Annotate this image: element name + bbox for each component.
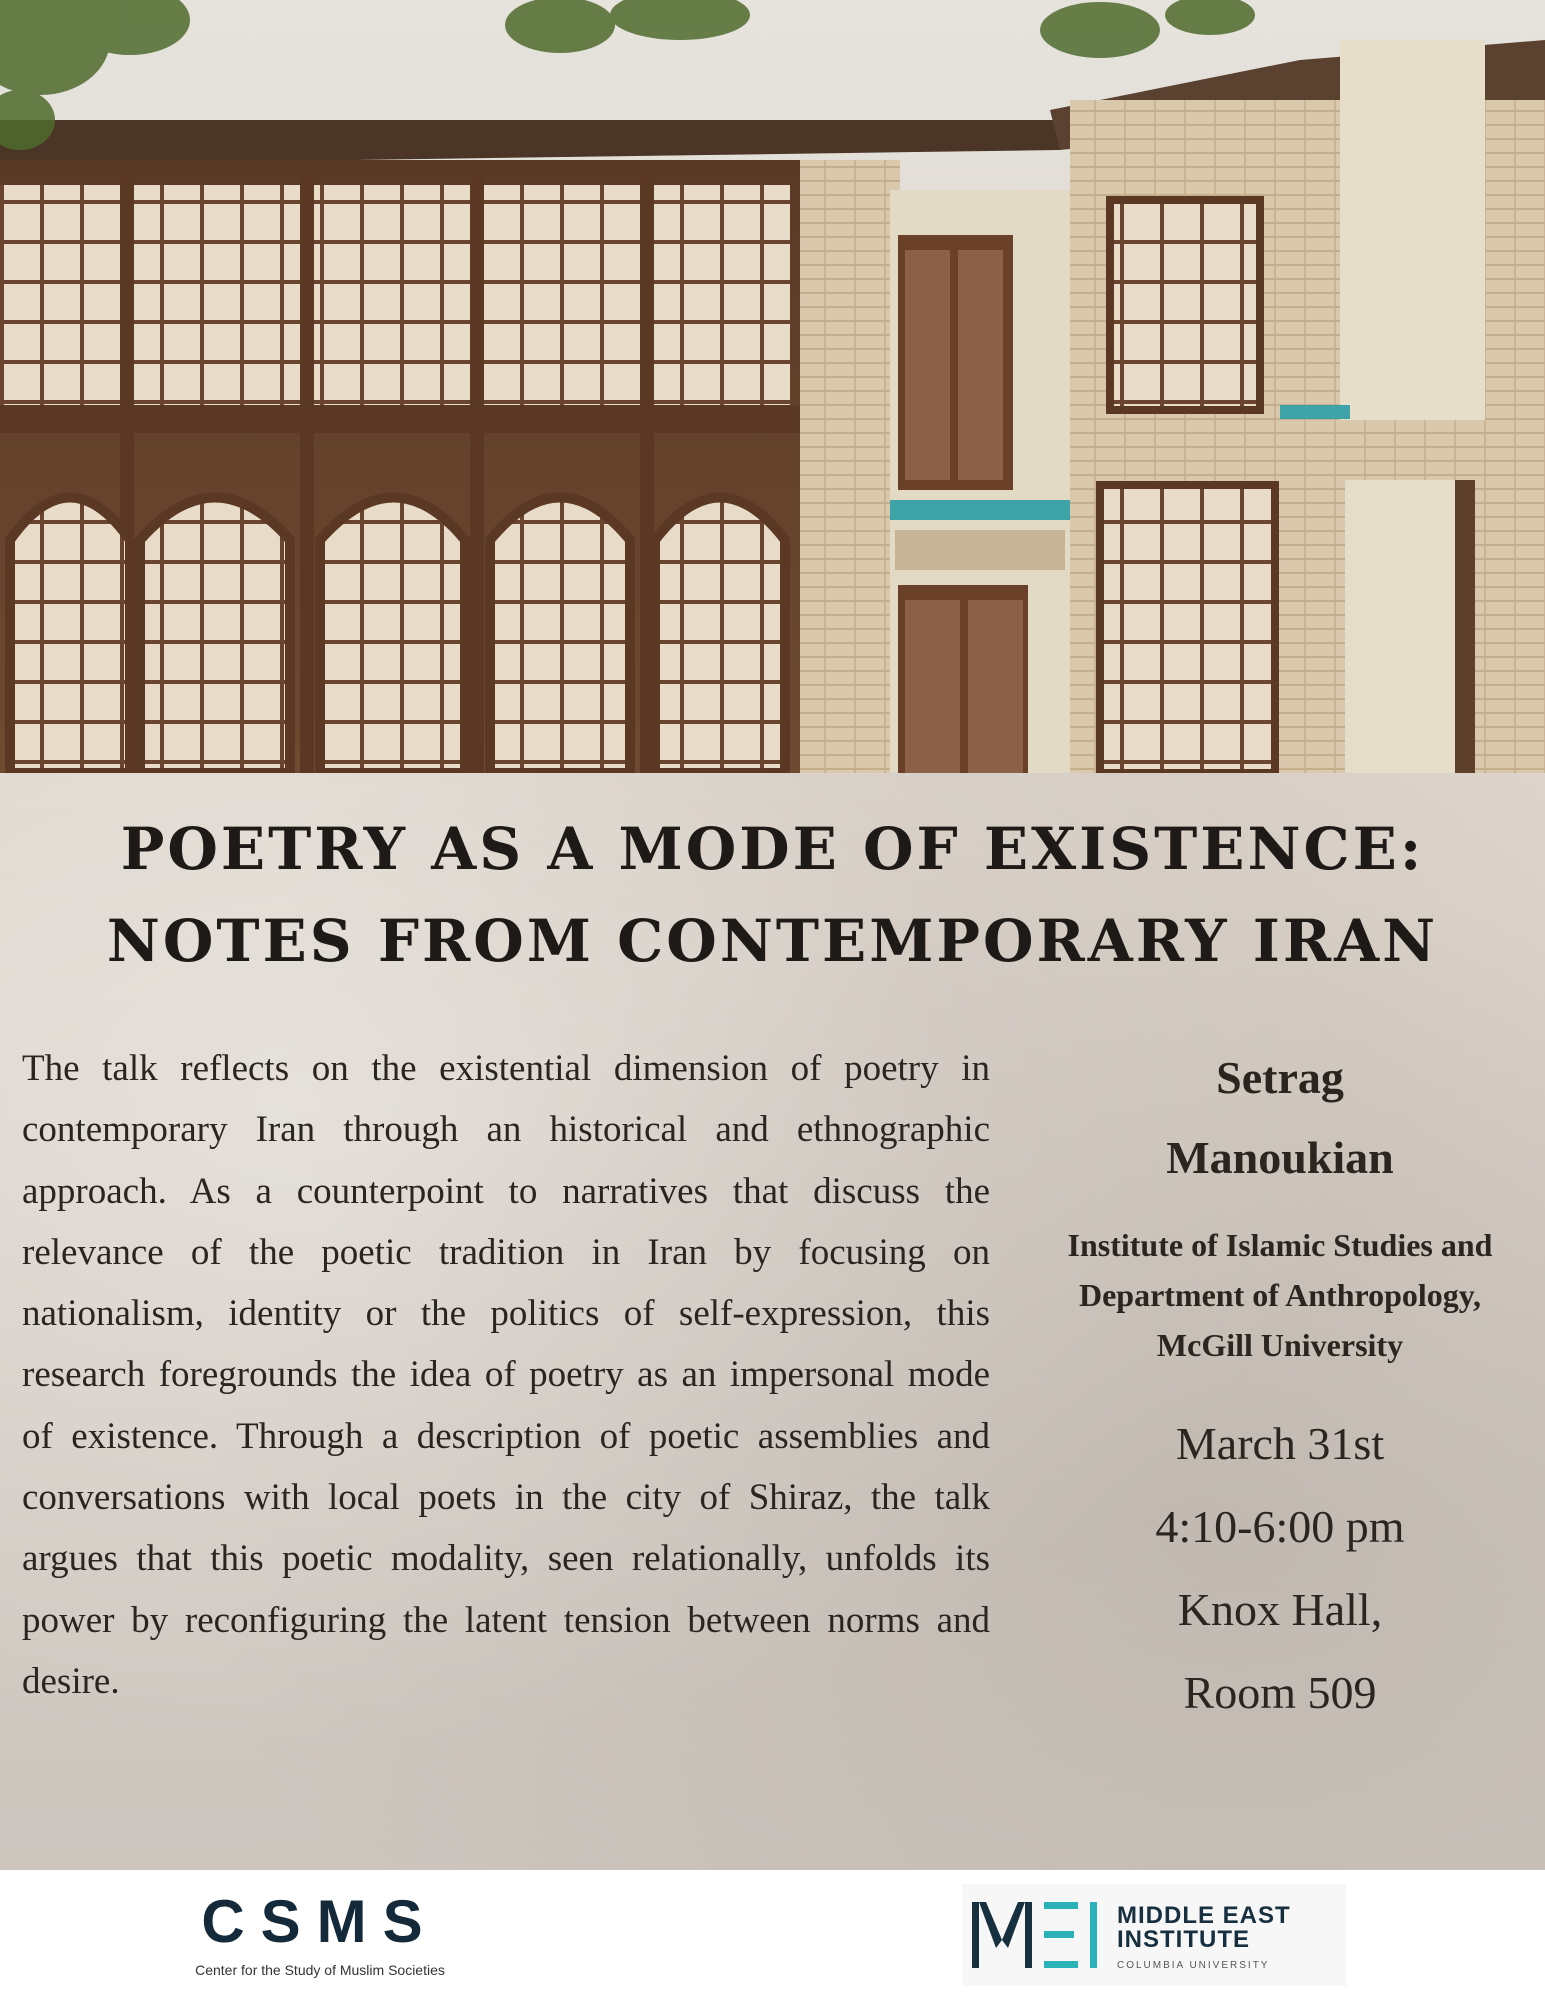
speaker-affiliation: Institute of Islamic Studies and Department of Anthropology, McGill University	[1067, 1227, 1493, 1363]
speaker-last-name: Manoukian	[1166, 1132, 1394, 1183]
event-venue-line-1: Knox Hall,	[1177, 1584, 1383, 1635]
footer	[0, 1870, 1545, 2000]
content-area	[0, 773, 1545, 1870]
event-time: 4:10-6:00 pm	[1155, 1501, 1405, 1552]
event-details	[1030, 1402, 1530, 1734]
mei-text	[1117, 1904, 1291, 1971]
event-venue-line-2: Room 509	[1183, 1667, 1377, 1718]
mei-logo	[962, 1884, 1346, 1986]
event-date: March 31st	[1175, 1418, 1385, 1469]
header-photo	[0, 0, 1545, 773]
mei-logo-mark-icon	[972, 1902, 1107, 1968]
csms-logo	[170, 1890, 470, 1978]
speaker-first-name: Setrag	[1216, 1052, 1344, 1103]
title-line-1: POETRY AS A MODE OF EXISTENCE:	[120, 815, 1425, 883]
speaker-panel	[1030, 1038, 1530, 1734]
mei-name-line-1: MIDDLE EAST	[1117, 1902, 1291, 1929]
mei-name-line-2: INSTITUTE	[1117, 1926, 1250, 1953]
event-title	[0, 803, 1545, 987]
csms-full-name: Center for the Study of Muslim Societies	[195, 1962, 445, 1978]
mei-university: COLUMBIA UNIVERSITY	[1117, 1960, 1270, 1971]
talk-description: The talk reflects on the existential dimension of poetry in contemporary Iran through an historical and ethnographic approach. As a counterpoint to narratives that discuss the relevance of the poetic tradition in Iran by focusing on nationalism, identity or the politics of self-expression, this research foregrounds the idea of poetry as an impersonal mode of existence. Through a description of poetic assemblies and conversations with local poets in the city of Shiraz, the talk argues that this poetic modality, seen relationally, unfolds its power by reconfiguring the latent tension between norms and desire.	[22, 1048, 990, 1702]
csms-wordmark: CSMS	[201, 1888, 439, 1955]
title-line-2: NOTES FROM CONTEMPORARY IRAN	[106, 907, 1439, 975]
